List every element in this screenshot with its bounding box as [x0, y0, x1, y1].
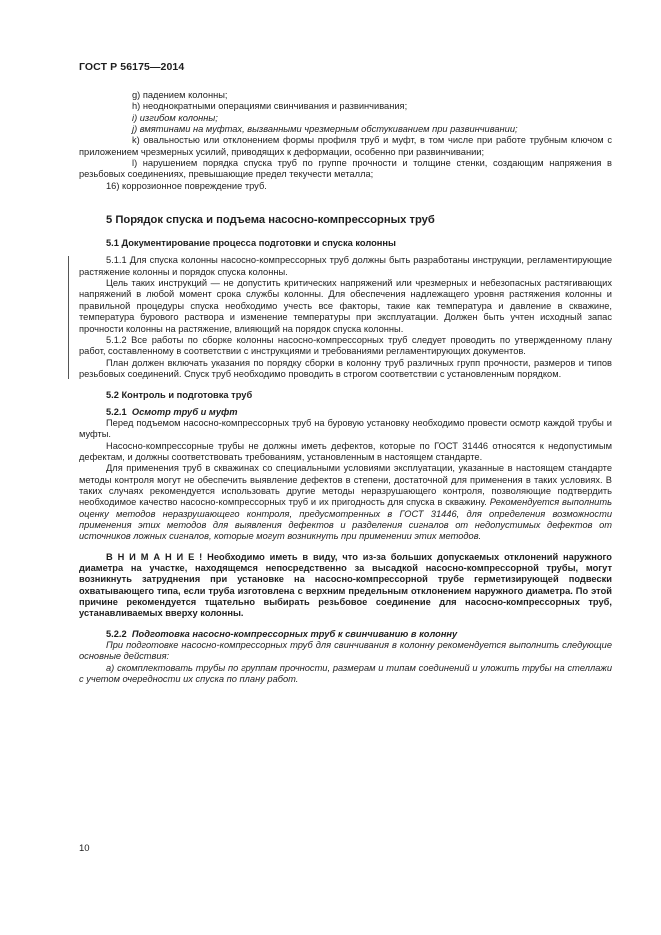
section-5-2-1-heading	[79, 407, 612, 418]
paragraph-recommendation-italic: Рекомендуется выполнить оценку методов неразрушающего контроля, предусмотренных в ГОСТ 31446, для определения возможности применения этих методов для выявления дефектов и разделения сигналов от недопустимых дефектов от источников ложных сигналов, которые могут возникнуть при применении этих методов.	[79, 497, 612, 542]
page-content	[79, 90, 612, 685]
section-5-2-1-number: 5.2.1	[106, 406, 127, 417]
warning-paragraph	[79, 552, 612, 620]
paragraph-5-1-1-goal: Цель таких инструкций — не допустить критических напряжений или чрезмерных и небезопасных растягивающих напряжений в любой момент срока службы колонны. Для обеспечения надлежащего уровня растяжения колонны и правильной процедуры спуска необходимо учесть все факторы, такие как температура и давление в скважине, температура бурового раствора и изменение температуры при эксплуатации. Должен быть учтен исходный запас прочности колонны на растяжение, влияющий на порядок спуска колонны.	[79, 278, 612, 334]
list-item-k: k) овальностью или отклонением формы профиля труб и муфт, в том числе при работе трубным ключом с приложением чрезмерных усилий, приводящих к деформации, особенно при развинчивании;	[79, 135, 612, 157]
paragraph-defects: Насосно-компрессорные трубы не должны иметь дефектов, которые по ГОСТ 31446 относятся к недопустимым дефектам, и должны соответствовать требованиям, установленным в настоящем стандарте.	[79, 440, 612, 462]
revision-bar	[68, 256, 69, 379]
list-item-j: j) вмятинами на муфтах, вызванными чрезмерным обстукиванием при развинчивании;	[132, 124, 518, 135]
section-5-2-1-title: Осмотр труб и муфт	[131, 406, 238, 417]
standard-header: ГОСТ Р 56175—2014	[79, 61, 185, 73]
paragraph-5-1-1: 5.1.1 Для спуска колонны насосно-компрессорных труб должны быть разработаны инструкции, регламентирующие растяжение колонны и порядок спуска колонны.	[79, 255, 612, 277]
paragraph-inspection: Перед подъемом насосно-компрессорных труб на буровую установку необходимо провести осмотр каждой трубы и муфты.	[79, 417, 612, 440]
list-item-h: h) неоднократными операциями свинчивания и развинчивания;	[132, 101, 408, 112]
section-5-2-2-heading	[79, 629, 612, 640]
page-number: 10	[79, 843, 90, 854]
list-item-16: 16) коррозионное повреждение труб.	[106, 180, 267, 191]
list-item-l: l) нарушением порядка спуска труб по группе прочности и толщине стенки, создающим напряжения в резьбовых соединениях, превышающие предел текучести металла;	[79, 158, 612, 180]
revision-marked-block	[79, 255, 612, 380]
paragraph-5-1-2-plan: План должен включать указания по порядку сборки в колонну труб различных групп прочности, размеров и типов резьбовых соединений. Спуск труб необходимо проводить в строгом соответствии с установленным порядком.	[79, 357, 612, 379]
section-5-1-title: 5.1 Документирование процесса подготовки и спуска колонны	[106, 238, 396, 249]
paragraph-step-a: а) скомплектовать трубы по группам прочности, размерам и типам соединений и уложить трубы на стеллажи с учетом очередности их спуска по плану работ.	[79, 662, 612, 685]
warning-text: Необходимо иметь в виду, что из-за больших допускаемых отклонений наружного диаметра на участке, находящемся непосредственно за высадкой насосно-компрессорной трубы, могут возникнуть затруднения при установке на насосно-компрессорной трубе герметизирующей подвески охватывающего типа, если труба изготовлена с верхним предельным отклонением наружного диаметра. По этой причине рекомендуется тщательно выбирать резьбовое соединение для насосно-компрессорных труб, устанавливаемых вверху колонны.	[79, 551, 612, 619]
warning-label: В Н И М А Н И Е !	[106, 551, 203, 562]
section-5-title: 5 Порядок спуска и подъема насосно-компрессорных труб	[106, 214, 435, 227]
section-5-2-2-title: Подготовка насосно-компрессорных труб к свинчиванию в колонну	[131, 628, 458, 639]
paragraph-5-1-2: 5.1.2 Все работы по сборке колонны насосно-компрессорных труб следует проводить по утвержденному плану работ, составленному в соответствии с инструкциями и требованиями регламентирующих документов.	[79, 334, 612, 357]
list-item-i: i) изгибом колонны;	[132, 112, 218, 123]
section-5-2-title: 5.2 Контроль и подготовка труб	[106, 390, 253, 401]
section-5-2-2-number: 5.2.2	[106, 628, 127, 639]
paragraph-special-conditions	[79, 463, 612, 542]
list-item-g: g) падением колонны;	[132, 90, 228, 100]
paragraph-preparation: При подготовке насосно-компрессорных труб для свинчивания в колонну рекомендуется выполнить следующие основные действия:	[79, 640, 612, 662]
paragraph-special-conditions-text: Для применения труб в скважинах со специальными условиями эксплуатации, указанные в настоящем стандарте методы контроля могут не обеспечить выявление дефектов в степени, достаточной для применения в таких условиях. В таких случаях рекомендуется использовать другие методы неразрушающего контроля, позволяющие подтвердить необходимое качество насосно-компрессорных труб и их пригодность для спуска в скважину.	[79, 463, 612, 508]
